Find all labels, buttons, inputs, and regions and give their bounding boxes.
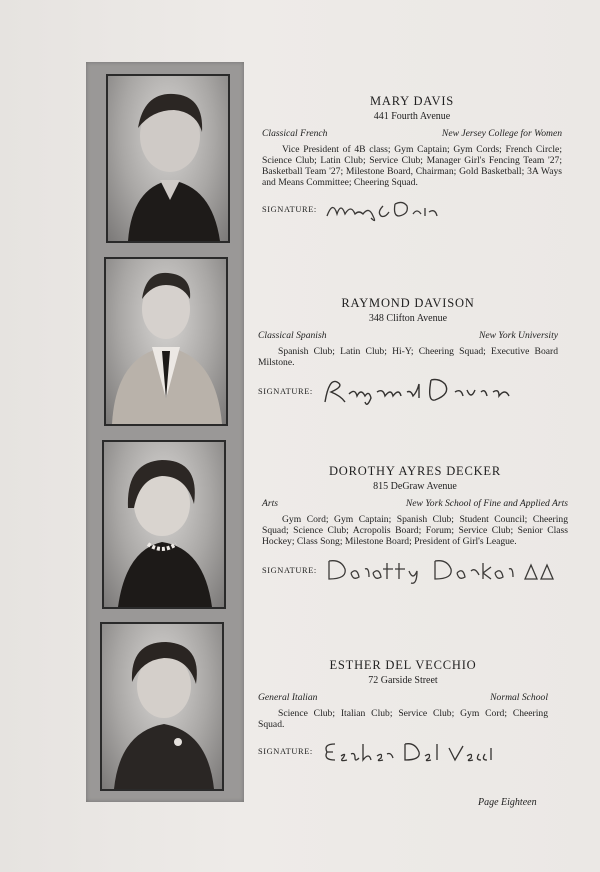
student-activities: Spanish Club; Latin Club; Hi-Y; Cheering Squad; Executive Board Milstone.: [258, 346, 558, 368]
portrait-dorothy-decker: [102, 440, 226, 609]
student-college: New York University: [478, 330, 558, 341]
signature-row: [258, 374, 558, 408]
portrait-silhouette-icon: [104, 442, 224, 607]
course-row: [262, 128, 562, 139]
portrait-esther-del-vecchio: [100, 622, 224, 791]
signature-handwriting: [325, 555, 561, 585]
signature-handwriting: [321, 374, 521, 408]
signature-label: SIGNATURE:: [258, 746, 313, 756]
student-course: Arts: [262, 498, 278, 509]
student-activities: Gym Cord; Gym Captain; Spanish Club; Student Council; Cheering Squad; Science Club; Acropolis Board; Forum; Service Club; Senior Class Hockey; Class Song; Milestone Board; President of Girl's League.: [262, 514, 568, 547]
student-address: 815 DeGraw Avenue: [373, 481, 457, 492]
student-course: Classical French: [262, 128, 328, 139]
student-entry: [262, 466, 568, 585]
portrait-silhouette-icon: [102, 624, 222, 789]
page-number: Page Eighteen: [478, 797, 537, 808]
student-entry: [258, 298, 558, 408]
student-name: MARY DAVIS: [369, 94, 455, 108]
student-entry: [258, 660, 548, 764]
student-course: General Italian: [258, 692, 318, 703]
course-row: [258, 330, 558, 341]
signature-row: [262, 555, 568, 585]
course-row: [258, 692, 548, 703]
photo-strip: [86, 62, 244, 802]
student-college: New York School of Fine and Applied Arts: [405, 498, 568, 509]
student-name: RAYMOND DAVISON: [341, 296, 475, 310]
signature-row: [258, 738, 548, 764]
student-college: Normal School: [490, 692, 548, 703]
student-address: 441 Fourth Avenue: [373, 111, 451, 122]
signature-handwriting: [325, 196, 465, 222]
student-entry: [262, 96, 562, 222]
portrait-raymond-davison: [104, 257, 228, 426]
portrait-silhouette-icon: [108, 76, 228, 241]
course-row: [262, 498, 568, 509]
signature-row: [262, 196, 562, 222]
student-name: DOROTHY AYRES DECKER: [328, 464, 502, 478]
signature-handwriting: [321, 738, 501, 764]
student-name: ESTHER DEL VECCHIO: [329, 658, 477, 672]
signature-label: SIGNATURE:: [262, 204, 317, 214]
student-activities: Vice President of 4B class; Gym Captain; Gym Cords; French Circle; Science Club; Latin Club; Service Club; Manager Girl's Fencing Team '27; Basketball Team '27; Milestone Board, Chairman; Gold Basketball; 3A Ways and Means Committee; Cheering Squad.: [262, 144, 562, 188]
student-address: 72 Garside Street: [368, 675, 438, 686]
portrait-mary-davis: [106, 74, 230, 243]
portrait-silhouette-icon: [106, 259, 226, 424]
student-activities: Science Club; Italian Club; Service Club; Gym Cord; Cheering Squad.: [258, 708, 548, 730]
student-course: Classical Spanish: [258, 330, 327, 341]
student-college: New Jersey College for Women: [441, 128, 562, 139]
signature-label: SIGNATURE:: [262, 565, 317, 575]
signature-label: SIGNATURE:: [258, 386, 313, 396]
student-address: 348 Clifton Avenue: [368, 313, 448, 324]
